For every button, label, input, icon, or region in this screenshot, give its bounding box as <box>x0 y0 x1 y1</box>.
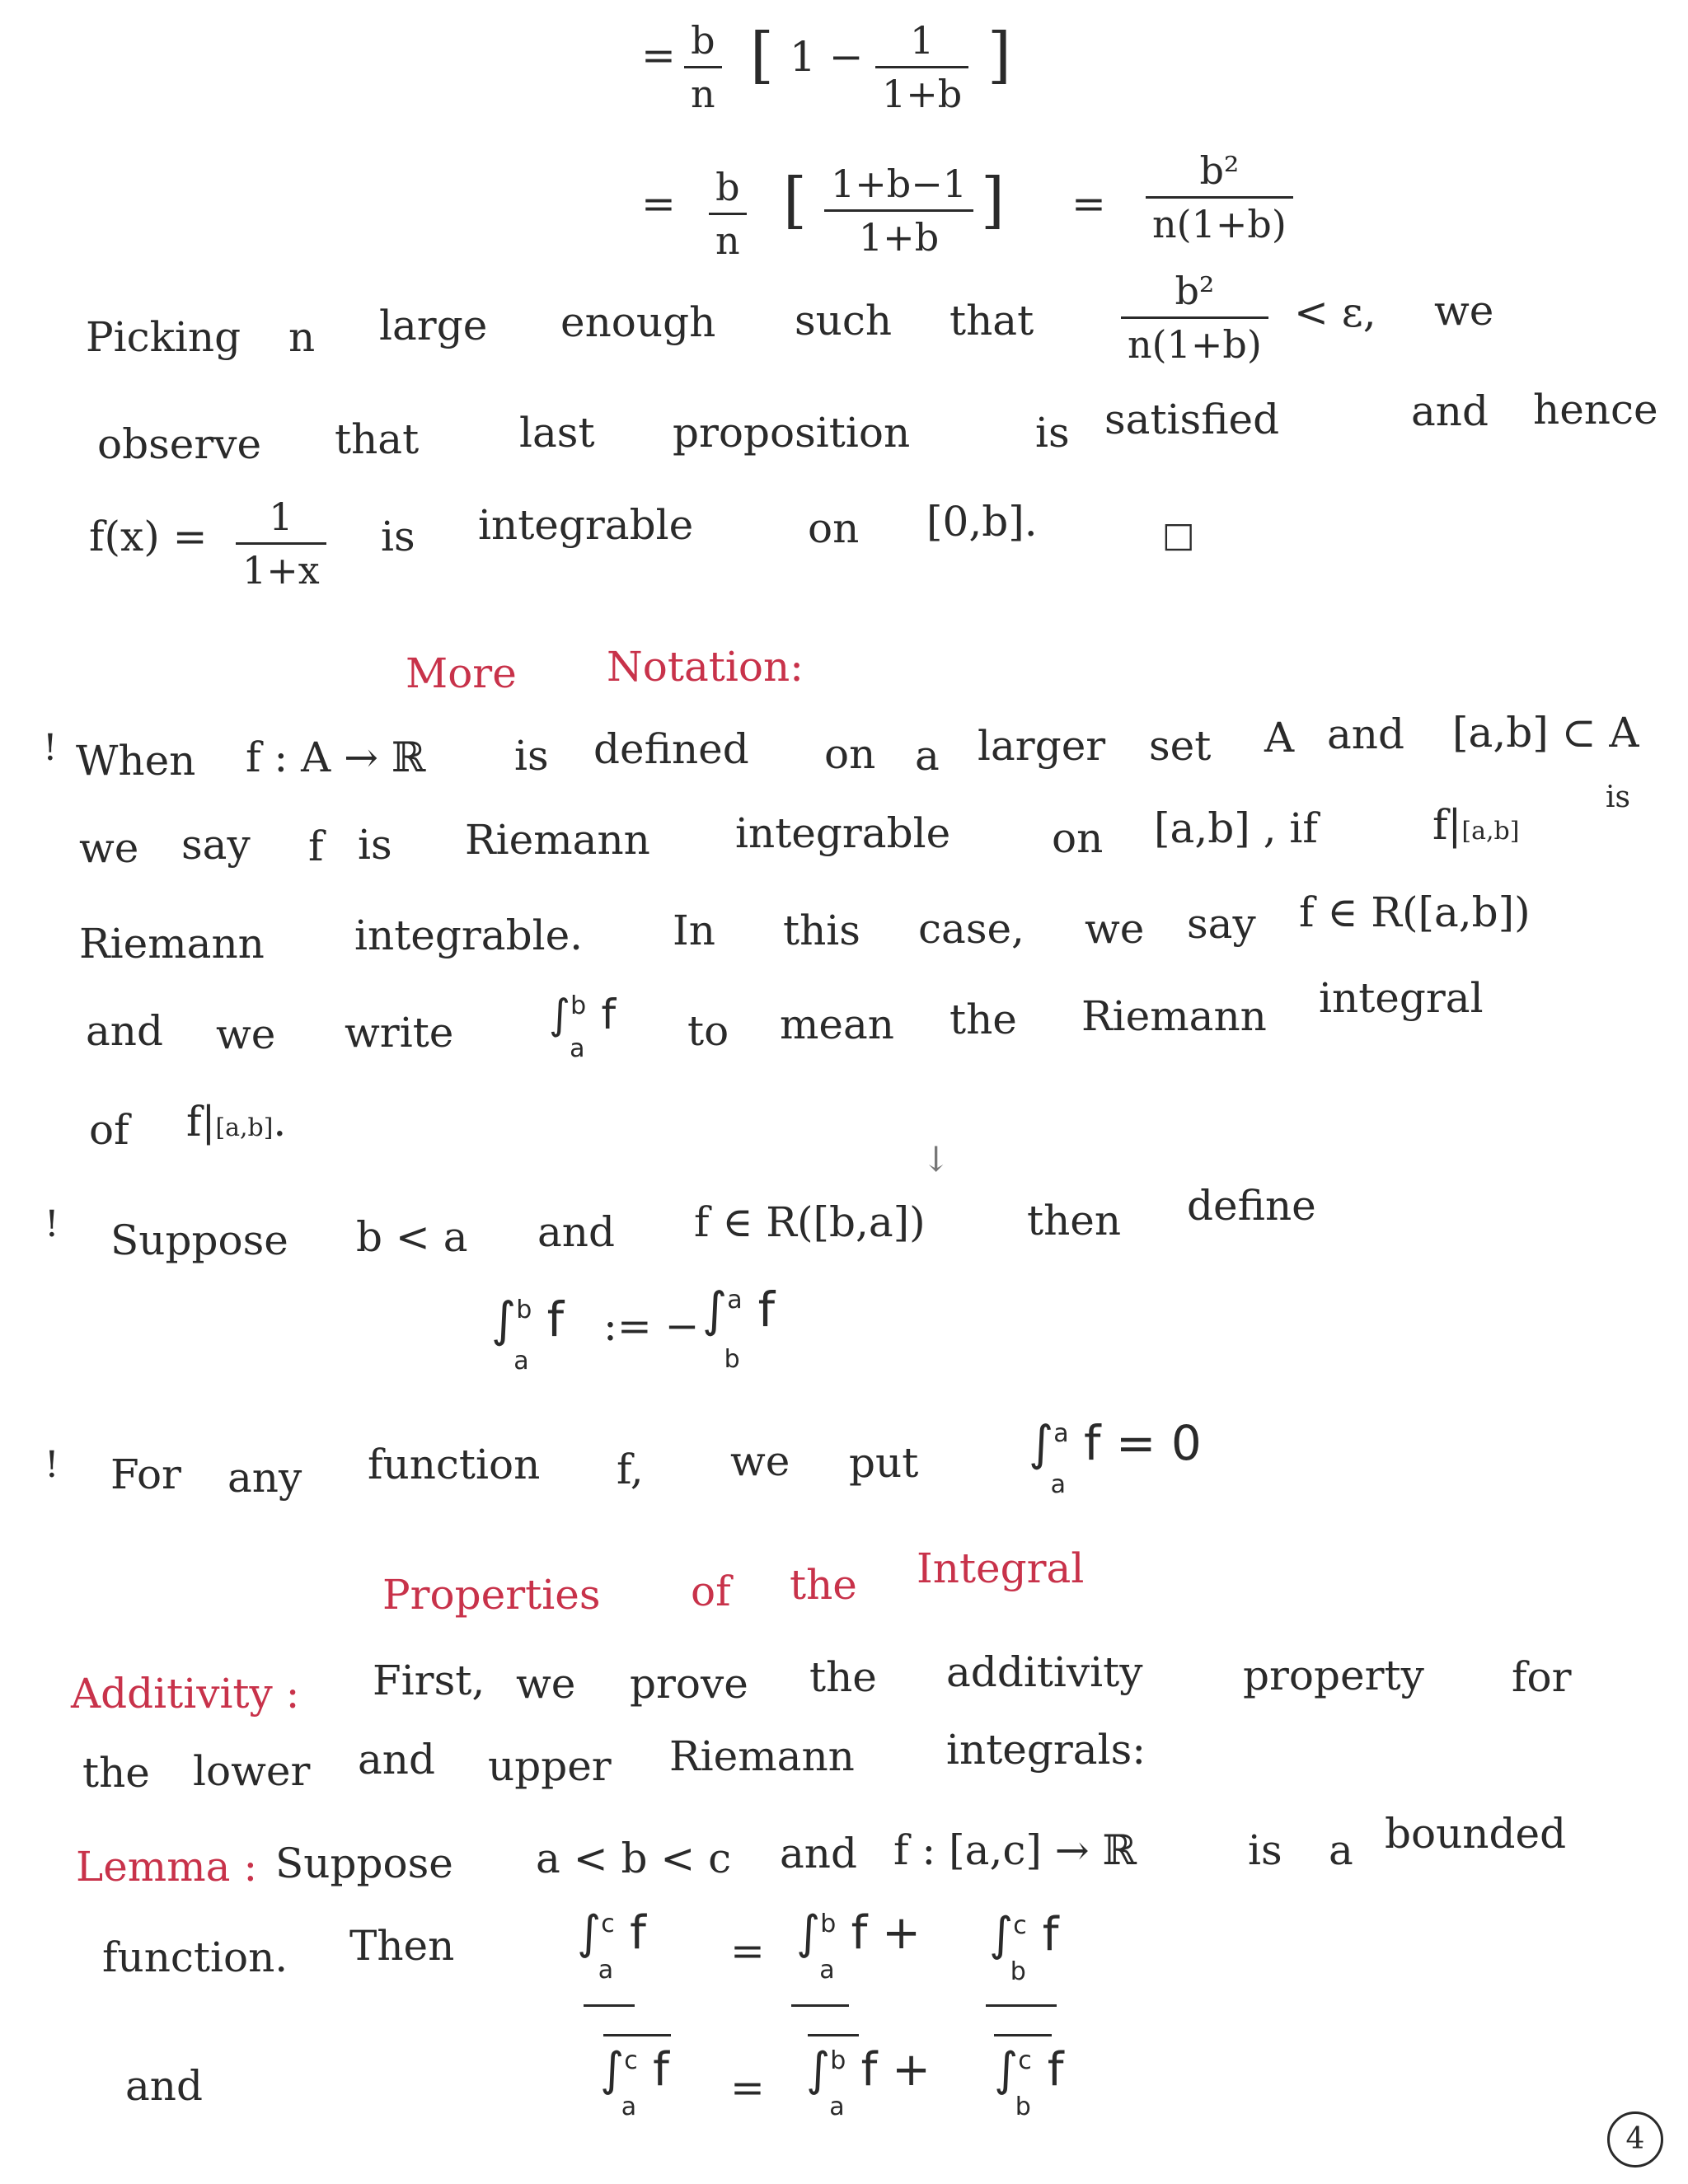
word: integrable <box>478 501 694 549</box>
qed-square: □ <box>1162 514 1195 555</box>
word: case, <box>918 905 1025 953</box>
upper-integral-a-c: ∫$^c_a$f <box>600 2043 669 2121</box>
word: larger <box>978 722 1106 770</box>
word: of <box>89 1106 129 1154</box>
word: and <box>86 1007 164 1055</box>
word: function. <box>102 1933 288 1981</box>
f-in-R-ab: f ∈ R([a,b]) <box>1299 888 1531 936</box>
word: say <box>181 821 251 869</box>
word: is <box>1035 409 1070 457</box>
word: Riemann <box>669 1732 855 1780</box>
map-f-A-R: f : A → ℝ <box>246 733 426 781</box>
word: is <box>358 821 392 869</box>
bracket-open: [ <box>750 20 774 91</box>
upper-integral-b-c: ∫$^c_b$f <box>994 2043 1064 2121</box>
f-in-R-ba: f ∈ R([b,a]) <box>694 1198 926 1246</box>
one-minus: 1 − <box>790 33 864 81</box>
fraction-b2-over-n1b: b² n(1+b) <box>1121 269 1268 367</box>
word: integral <box>1319 974 1484 1022</box>
word: function <box>368 1441 541 1488</box>
fraction-1-over-1-plus-b: 1 1+b <box>875 18 968 116</box>
word: upper <box>488 1742 612 1790</box>
section-heading: Integral <box>917 1544 1085 1592</box>
lower-bar <box>584 2004 635 2007</box>
map-f-ac-R: f : [a,c] → ℝ <box>893 1826 1137 1874</box>
word: Riemann <box>79 920 265 968</box>
word: this <box>783 907 860 954</box>
upper-bar <box>994 2034 1052 2036</box>
word: we <box>1434 287 1494 335</box>
word: property <box>1243 1652 1424 1699</box>
word: proposition <box>673 409 911 457</box>
section-heading: More <box>406 649 517 697</box>
interval-if: [a,b] , if <box>1154 804 1318 852</box>
bracket-close: ] <box>987 20 1011 91</box>
word: mean <box>780 1001 895 1048</box>
lower-integral-a-b: ∫$^b_a$f + <box>796 1906 921 1985</box>
interval-0-b: [0,b]. <box>926 498 1038 546</box>
word: and <box>780 1830 858 1877</box>
b-less-a: b < a <box>356 1213 468 1261</box>
upper-bar <box>603 2034 671 2036</box>
word: say <box>1187 900 1256 948</box>
word: enough <box>560 298 716 346</box>
word: and <box>358 1736 436 1783</box>
word: f, <box>617 1446 644 1493</box>
word: bounded <box>1385 1810 1567 1858</box>
word: is <box>1248 1826 1282 1874</box>
upper-bar <box>808 2034 859 2036</box>
word: to <box>687 1007 729 1055</box>
word: and <box>537 1208 616 1256</box>
word: a <box>915 732 940 780</box>
word: the <box>950 996 1017 1043</box>
section-heading: of <box>691 1568 731 1615</box>
lower-integral-a-c: ∫$^c_a$f <box>577 1906 646 1985</box>
section-heading: the <box>790 1561 857 1609</box>
equals-sign: = <box>641 180 676 227</box>
word: In <box>673 907 715 954</box>
word: lower <box>193 1747 311 1795</box>
warning-icon: ! <box>43 727 58 769</box>
restriction-f: f|[a,b] <box>1432 801 1520 849</box>
word: a <box>1329 1826 1353 1874</box>
word: we <box>216 1010 276 1058</box>
word: on <box>824 730 876 778</box>
word: the <box>82 1749 150 1797</box>
equals-sign: = <box>1071 180 1106 227</box>
word: we <box>516 1660 576 1708</box>
lower-integral-b-c: ∫$^c_b$f <box>989 1908 1059 1986</box>
word: integrable. <box>354 912 584 959</box>
word: such <box>795 297 893 344</box>
word: observe <box>97 420 262 468</box>
word: integrals: <box>946 1726 1146 1774</box>
word: last <box>519 409 595 457</box>
word: on <box>1052 814 1104 862</box>
word: then <box>1027 1197 1122 1244</box>
restriction-f: f|[a,b]. <box>186 1098 287 1146</box>
word: and <box>1411 387 1489 435</box>
word: satisfied <box>1104 396 1280 443</box>
equals-sign: = <box>730 1927 765 1975</box>
word: Suppose <box>275 1840 453 1887</box>
word: Picking <box>86 313 241 361</box>
interval-subset-A: [a,b] ⊂ A <box>1452 709 1639 757</box>
word: and <box>125 2062 204 2110</box>
word: Then <box>349 1922 455 1970</box>
word: any <box>227 1454 302 1502</box>
word: For <box>110 1451 181 1498</box>
word: Suppose <box>110 1216 288 1264</box>
integral-a-b-f: ∫$^b_a$f <box>491 1291 565 1376</box>
bracket-close: ] <box>981 165 1005 236</box>
section-heading: Properties <box>382 1571 601 1619</box>
word: prove <box>630 1660 748 1708</box>
word: define <box>1187 1182 1316 1230</box>
upper-integral-a-b: ∫$^b_a$f + <box>806 2043 931 2121</box>
word: that <box>950 297 1034 344</box>
word: large <box>379 302 488 349</box>
integral-a-b-f: ∫$^b_a$f <box>549 991 617 1063</box>
word: First, <box>373 1657 485 1704</box>
word: and <box>1327 710 1405 758</box>
warning-icon: ! <box>45 1203 59 1245</box>
integral-a-a-f: ∫$^a_a$f = 0 <box>1029 1415 1202 1499</box>
lower-bar <box>986 2004 1057 2007</box>
word: is <box>1606 780 1630 814</box>
word: we <box>79 824 139 872</box>
word: is <box>381 513 415 560</box>
word: hence <box>1533 386 1658 434</box>
word: the <box>809 1653 877 1701</box>
fraction-1b-1-over-1b: 1+b−1 1+b <box>824 162 973 260</box>
word: integrable <box>735 809 951 857</box>
word: put <box>849 1439 919 1487</box>
word: When <box>76 737 196 785</box>
word: write <box>345 1009 454 1057</box>
word: f <box>308 823 324 870</box>
equals-sign: = <box>641 31 676 79</box>
fraction-b-over-n: b n <box>684 18 722 116</box>
integral-b-a-f: ∫$^a_b$f <box>702 1282 776 1374</box>
word: Riemann <box>465 816 650 864</box>
warning-icon: ! <box>45 1444 59 1486</box>
word: n <box>288 313 316 361</box>
lemma-label: Lemma : <box>76 1843 258 1891</box>
less-than-epsilon: < ε, <box>1294 288 1376 336</box>
a-less-b-less-c: a < b < c <box>536 1835 732 1882</box>
word: defined <box>593 725 749 773</box>
define-equals-minus: := − <box>603 1302 700 1350</box>
fraction-b-over-n: b n <box>709 165 747 263</box>
word: Riemann <box>1081 992 1267 1040</box>
equals-sign: = <box>730 2064 765 2111</box>
bracket-open: [ <box>783 165 807 236</box>
word: that <box>335 415 420 463</box>
additivity-label: Additivity : <box>71 1670 300 1718</box>
page-number: 4 <box>1607 2111 1663 2168</box>
word: additivity <box>946 1648 1143 1696</box>
lower-bar <box>791 2004 849 2007</box>
word: on <box>808 504 860 552</box>
word: A <box>1264 714 1295 762</box>
word: we <box>1085 905 1145 953</box>
section-heading: Notation: <box>607 643 804 691</box>
fraction-1-over-1-plus-x: 1 1+x <box>236 494 326 593</box>
word: set <box>1149 722 1212 770</box>
word: for <box>1512 1653 1572 1701</box>
function-f-x: f(x) = <box>89 513 208 560</box>
word: is <box>514 732 549 780</box>
fraction-b2-over-n1b: b² n(1+b) <box>1146 148 1293 246</box>
arrow-down-icon: ↓ <box>921 1139 951 1179</box>
word: we <box>730 1437 790 1485</box>
